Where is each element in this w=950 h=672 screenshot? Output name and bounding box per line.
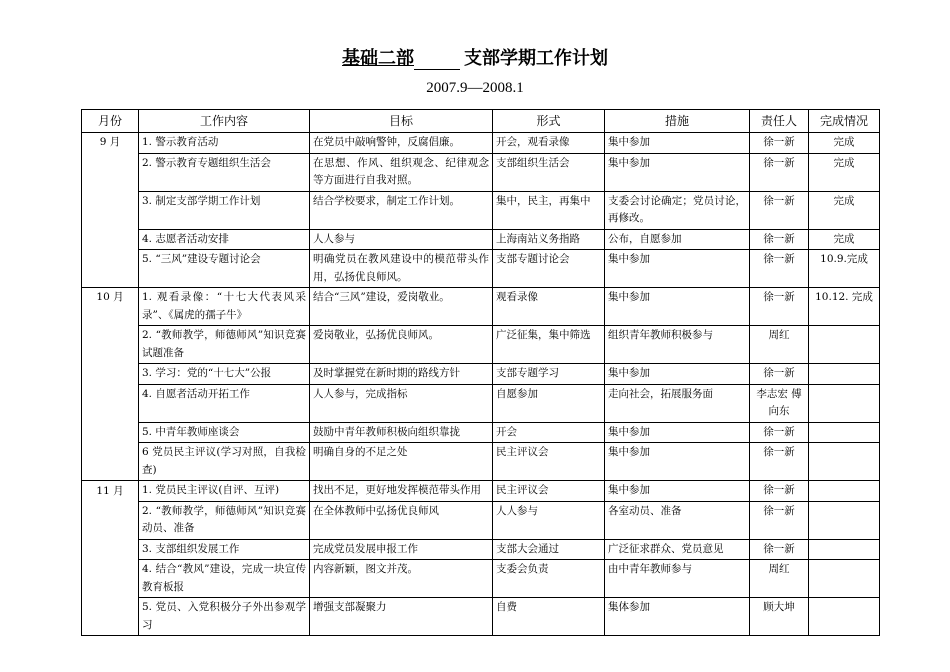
form-cell: 自愿参加 [493,384,605,422]
owner-cell: 徐一新 [750,539,809,560]
table-row [82,133,880,154]
content-cell: 1. 党员民主评议(自评、互评) [139,481,310,502]
content-cell: 2. “教师教学，师德师风”知识竞赛试题准备 [139,326,310,364]
header-owner: 责任人 [750,110,809,133]
measure-cell: 集中参加 [605,133,750,154]
table-row [82,501,880,539]
table-row [82,443,880,481]
goal-cell: 完成党员发展申报工作 [310,539,493,560]
content-cell: 3. 学习：党的“十七大”公报 [139,364,310,385]
form-cell: 自费 [493,598,605,636]
status-cell: 10.9.完成 [809,250,880,288]
owner-cell: 徐一新 [750,191,809,229]
status-cell [809,443,880,481]
month-cell-october: 10 月 [82,288,139,481]
content-cell: 4. 结合“教风”建设，完成一块宣传教育板报 [139,560,310,598]
content-cell: 5. “三风”建设专题讨论会 [139,250,310,288]
goal-cell: 内容新颖，图文并茂。 [310,560,493,598]
table-row [82,364,880,385]
owner-cell: 李志宏 傅向东 [750,384,809,422]
status-cell [809,384,880,422]
header-month: 月份 [82,110,139,133]
status-cell: 10.12. 完成 [809,288,880,326]
table-row [82,384,880,422]
form-cell: 开会，观看录像 [493,133,605,154]
owner-cell: 徐一新 [750,153,809,191]
table-row [82,481,880,502]
status-cell: 完成 [809,191,880,229]
work-plan-table [81,109,880,636]
measure-cell: 由中青年教师参与 [605,560,750,598]
form-cell: 支部专题讨论会 [493,250,605,288]
header-form: 形式 [493,110,605,133]
form-cell: 支部组织生活会 [493,153,605,191]
measure-cell: 集中参加 [605,364,750,385]
header-content: 工作内容 [139,110,310,133]
owner-cell: 徐一新 [750,364,809,385]
header-measure: 措施 [605,110,750,133]
form-cell: 支委会负责 [493,560,605,598]
goal-cell: 明确自身的不足之处 [310,443,493,481]
month-cell-september: 9 月 [82,133,139,288]
status-cell [809,481,880,502]
status-cell [809,326,880,364]
goal-cell: 在思想、作风、组织观念、纪律观念等方面进行自我对照。 [310,153,493,191]
header-status: 完成情况 [809,110,880,133]
goal-cell: 增强支部凝聚力 [310,598,493,636]
measure-cell: 组织青年教师积极参与 [605,326,750,364]
goal-cell: 找出不足，更好地发挥模范带头作用 [310,481,493,502]
owner-cell: 徐一新 [750,133,809,154]
title-blank-line [414,50,460,70]
table-row [82,598,880,636]
measure-cell: 集体参加 [605,598,750,636]
content-cell: 2. 警示教育专题组织生活会 [139,153,310,191]
form-cell: 上海南站义务指路 [493,229,605,250]
table-row [82,250,880,288]
form-cell: 集中，民主，再集中 [493,191,605,229]
content-cell: 3. 制定支部学期工作计划 [139,191,310,229]
goal-cell: 在全体教师中弘扬优良师风 [310,501,493,539]
table-header-row [82,110,880,133]
owner-cell: 顾大坤 [750,598,809,636]
status-cell [809,539,880,560]
table-row [82,422,880,443]
goal-cell: 结合“三风”建设，爱岗敬业。 [310,288,493,326]
content-cell: 1. 观看录像：“十七大代表风采录”、《属虎的孺子牛》 [139,288,310,326]
title-text: 支部学期工作计划 [464,48,608,69]
owner-cell: 徐一新 [750,229,809,250]
status-cell: 完成 [809,229,880,250]
measure-cell: 集中参加 [605,443,750,481]
form-cell: 民主评议会 [493,443,605,481]
measure-cell: 集中参加 [605,153,750,191]
measure-cell: 走向社会，拓展服务面 [605,384,750,422]
document-title [0,44,950,70]
status-cell: 完成 [809,133,880,154]
goal-cell: 人人参与 [310,229,493,250]
owner-cell: 徐一新 [750,481,809,502]
measure-cell: 集中参加 [605,250,750,288]
goal-cell: 人人参与，完成指标 [310,384,493,422]
content-cell: 6 党员民主评议(学习对照，自我检查) [139,443,310,481]
content-cell: 4. 自愿者活动开拓工作 [139,384,310,422]
table-row [82,153,880,191]
month-cell-november: 11 月 [82,481,139,636]
owner-cell: 周红 [750,326,809,364]
table-row [82,560,880,598]
goal-cell: 鼓励中青年教师积极向组织靠拢 [310,422,493,443]
content-cell: 3. 支部组织发展工作 [139,539,310,560]
content-cell: 2. “教师教学，师德师风”知识竞赛动员、准备 [139,501,310,539]
goal-cell: 结合学校要求，制定工作计划。 [310,191,493,229]
measure-cell: 集中参加 [605,422,750,443]
goal-cell: 在党员中敲响警钟，反腐倡廉。 [310,133,493,154]
goal-cell: 爱岗敬业，弘扬优良师风。 [310,326,493,364]
owner-cell: 徐一新 [750,443,809,481]
form-cell: 广泛征集，集中筛选 [493,326,605,364]
status-cell [809,598,880,636]
form-cell: 支部大会通过 [493,539,605,560]
status-cell [809,560,880,598]
goal-cell: 明确党员在教风建设中的模范带头作用，弘扬优良师风。 [310,250,493,288]
measure-cell: 公布，自愿参加 [605,229,750,250]
header-goal: 目标 [310,110,493,133]
form-cell: 开会 [493,422,605,443]
status-cell [809,422,880,443]
table-row [82,229,880,250]
owner-cell: 徐一新 [750,422,809,443]
table-row [82,191,880,229]
table-row [82,288,880,326]
content-cell: 4. 志愿者活动安排 [139,229,310,250]
form-cell: 观看录像 [493,288,605,326]
status-cell [809,501,880,539]
status-cell [809,364,880,385]
period-range: 2007.9—2008.1 [426,80,524,96]
measure-cell: 广泛征求群众、党员意见 [605,539,750,560]
measure-cell: 集中参加 [605,481,750,502]
content-cell: 1. 警示教育活动 [139,133,310,154]
measure-cell: 支委会讨论确定；党员讨论，再修改。 [605,191,750,229]
goal-cell: 及时掌握党在新时期的路线方针 [310,364,493,385]
table-row [82,326,880,364]
owner-cell: 徐一新 [750,501,809,539]
owner-cell: 徐一新 [750,250,809,288]
form-cell: 人人参与 [493,501,605,539]
measure-cell: 各室动员、准备 [605,501,750,539]
department-name: 基础二部 [342,48,414,69]
owner-cell: 周红 [750,560,809,598]
content-cell: 5. 党员、入党积极分子外出参观学习 [139,598,310,636]
content-cell: 5. 中青年教师座谈会 [139,422,310,443]
measure-cell: 集中参加 [605,288,750,326]
form-cell: 支部专题学习 [493,364,605,385]
form-cell: 民主评议会 [493,481,605,502]
table-row [82,539,880,560]
owner-cell: 徐一新 [750,288,809,326]
status-cell: 完成 [809,153,880,191]
